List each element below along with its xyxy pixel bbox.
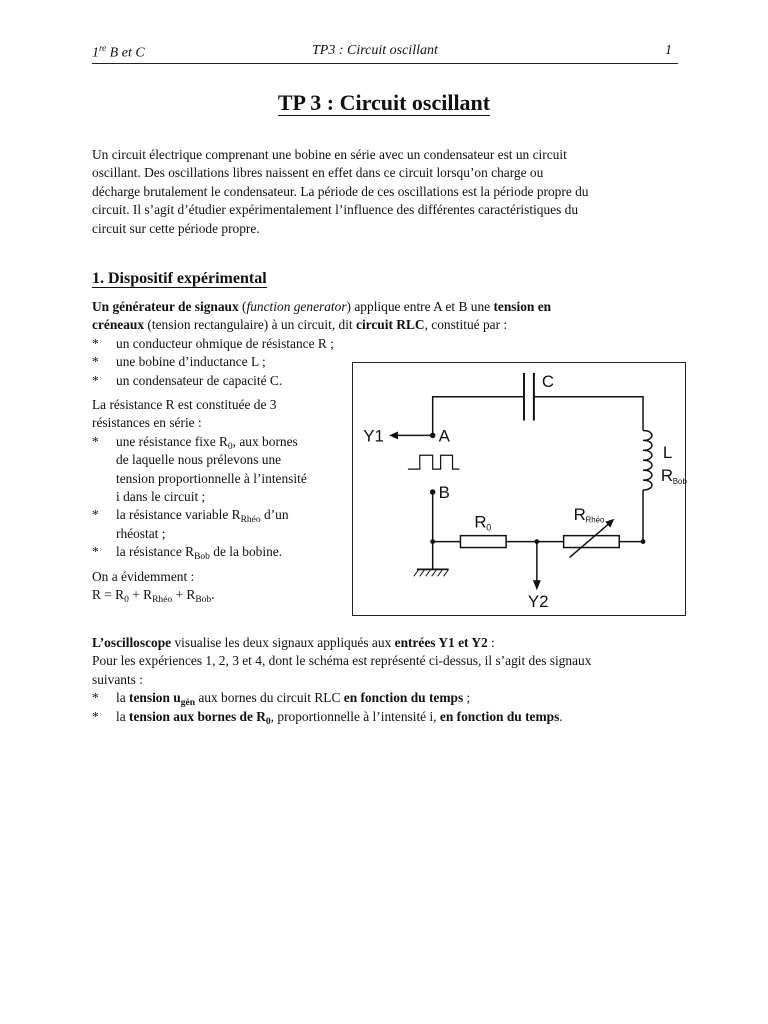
label-r0-sub: 0 [486,522,492,533]
label-y1: Y1 [363,426,384,446]
ground-hatch [414,569,449,576]
oscilloscope-paragraph: L’oscilloscope visualise les deux signaux appliqués aux entrées Y1 et Y2 : Pour les expériences 1, 2, 3 et 4, dont le schéma est représenté ci-dessus, il s’agit des signaux suivants : * la tension $u_{gén}$ aux bornes du circuit RLC en fonction du temps ; * la tension aux bornes de $R_0$, proportionnelle à l’intensité i, en fonction du temps. [92,634,692,726]
inductor-coil [643,430,652,490]
circuit-diagram [352,362,686,616]
circuit-svg [353,363,685,615]
label-c: C [541,371,555,391]
resistor-r0 [460,536,506,548]
page-number: 1 [665,43,672,58]
label-l: L [662,443,673,463]
header-level: 1re B et C [92,43,145,61]
list-item: * une bobine d’inductance L ; [92,354,266,370]
label-rrheo: R [573,504,586,524]
square-wave-icon [408,455,460,469]
setup-paragraph: Un générateur de signaux (function generator) applique entre A et B une tension en créneaux (tension rectangulaire) à un circuit, dit circuit RLC, constitué par : * un conducteur ohmique de résistance R ; * une bobine d’inductance L ; * un condensateur de capacité C. [92,298,682,390]
header-title: TP3 : Circuit oscillant [312,43,438,58]
list-item: * la tension aux bornes de $R_0$, proportionnelle à l’intensité i, en fonction du temps. [92,708,563,727]
rheostat-arrow [570,522,612,558]
label-rbob-sub: Bob [672,477,687,487]
y1-arrow-icon [389,431,398,439]
list-item: * un conducteur ohmique de résistance R ; [92,335,334,351]
node-y2-dot [534,539,539,544]
label-rrheo-sub: Rhéo [585,515,605,525]
page-header [92,43,678,64]
list-item: * la résistance variable $R_{Rhéo}$ d’un rhéostat ; [92,507,289,541]
label-r0: R [474,512,487,532]
intro-paragraph: Un circuit électrique comprenant une bobine en série avec un condensateur est un circuit oscillant. Des oscillations libres naissent en effet dans ce circuit lorsqu’on charge ou décharge brutalement le condensateur. La période de ces oscillations est la période propre du circuit. Il s’agit d’étudier expérimentalement l’influence des différentes caractéristiques du circuit sur cette période propre. [92,147,589,236]
section-heading: 1. Dispositif expérimental [92,270,267,287]
label-y2: Y2 [527,592,549,612]
label-a: A [438,426,450,446]
node-b-dot [430,489,436,495]
wire-top-right [534,397,643,431]
list-item: * une résistance fixe $R_0$, aux bornes de laquelle nous prélevons une tension proportionnelle à l’intensité i dans le circuit ; [92,433,307,505]
page-title: TP 3 : Circuit oscillant [277,90,491,115]
node-a-dot [430,433,436,439]
label-rbob: R [660,466,674,486]
list-item: * la résistance $R_{Bob}$ de la bobine. [92,544,283,563]
resistance-paragraph: La résistance R est constituée de 3 résistances en série : * une résistance fixe $R_0$, aux bornes de laquelle nous prélevons une tension proportionnelle à l’intensité i dans le circuit ; * la résistance variable $R_{Rhéo}$ d’un rhéostat ; * la résistance $R_{Bob}$ de la bobine. On a évidemment : $R = R_0 + R_{Rhéo} + R_{Bob}$. [92,396,347,604]
list-item: * la tension $u_{gén}$ aux bornes du circuit RLC en fonction du temps ; [92,690,471,709]
list-item: * un condensateur de capacité C. [92,372,283,388]
node-ground-dot [430,539,435,544]
node-right-dot [641,539,646,544]
label-b: B [438,482,450,502]
y2-arrow-icon [533,580,541,590]
rheostat-body [564,536,620,548]
